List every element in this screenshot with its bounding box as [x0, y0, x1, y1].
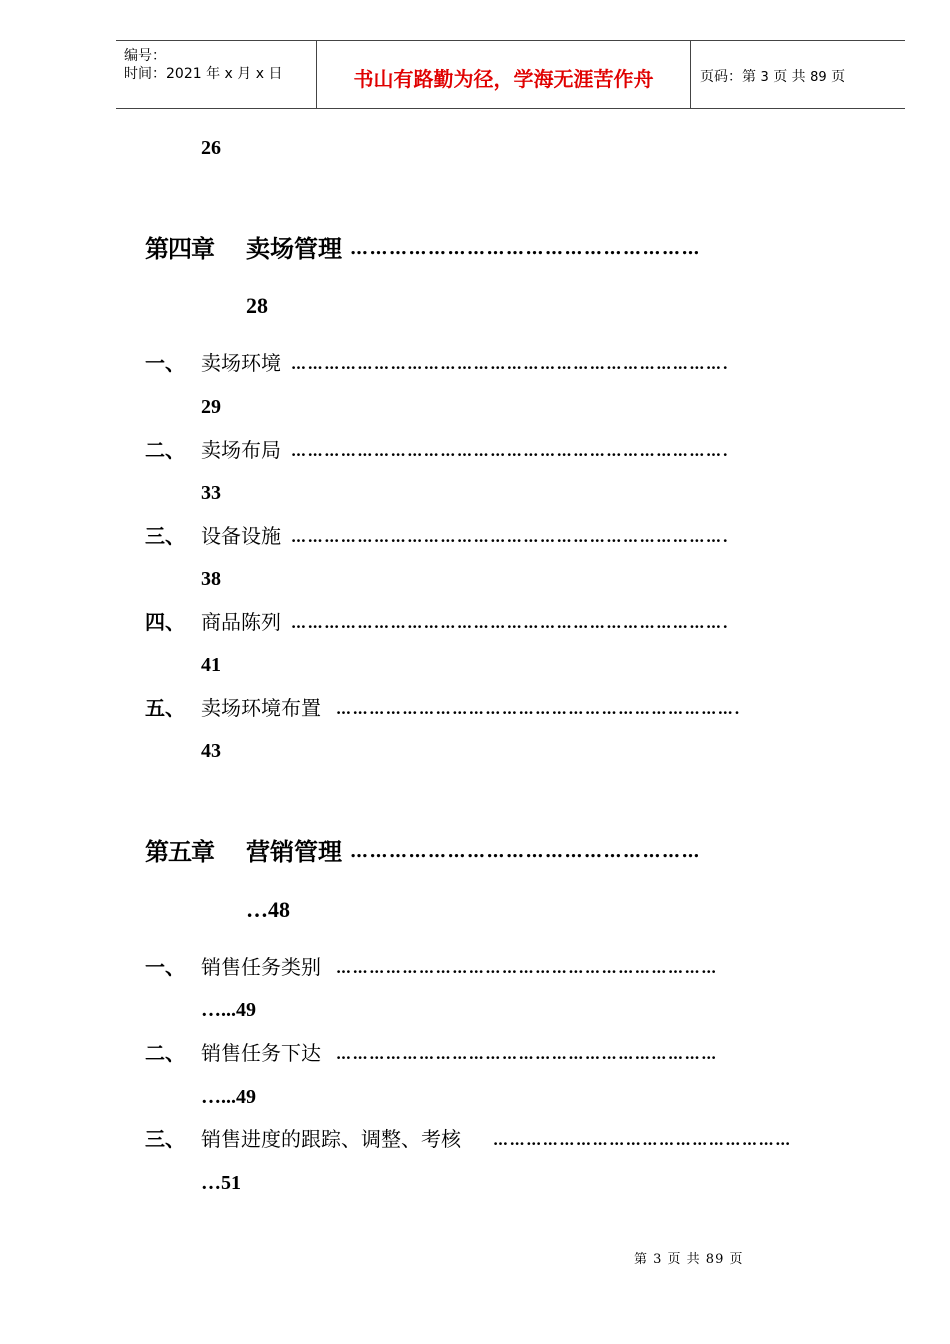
- section-label: 四、: [145, 610, 185, 634]
- header-info-cell: [116, 41, 316, 108]
- section-label: 二、: [145, 438, 185, 462]
- header-motto-cell: [316, 41, 691, 108]
- section-title: 卖场环境: [201, 351, 281, 375]
- chapter-title: 卖场管理: [246, 235, 342, 263]
- dot-leader: …………………………………………………………………….: [291, 530, 730, 545]
- dot-leader: ………………………………………………: [350, 240, 701, 258]
- dot-leader: ……………………………………………………………: [336, 961, 718, 976]
- section-label: 三、: [145, 524, 185, 548]
- section-page-number: 43: [201, 740, 221, 762]
- dot-leader: …………………………………………………………………….: [291, 444, 730, 459]
- chapter-title: 营销管理: [246, 838, 342, 866]
- header-page-cell: [690, 41, 905, 108]
- section-title: 销售任务下达: [201, 1041, 321, 1065]
- continued-page-number: 26: [201, 137, 221, 159]
- section-label: 二、: [145, 1041, 185, 1065]
- dot-leader: ………………………………………………: [350, 843, 701, 861]
- section-title: 卖场环境布置: [201, 696, 321, 720]
- section-page-number: 38: [201, 568, 221, 590]
- chapter-label: 第四章: [145, 235, 214, 263]
- page-header: [116, 40, 905, 109]
- chapter-page-number: 28: [246, 293, 268, 318]
- dot-leader: …………………………………………………………………….: [291, 357, 730, 372]
- section-label: 五、: [145, 696, 185, 720]
- dot-leader: ……………………………………………………………: [336, 1047, 718, 1062]
- section-page-number: 33: [201, 482, 221, 504]
- page-footer: 第 3 页 共 89 页: [634, 1252, 744, 1267]
- section-page-number: …51: [201, 1172, 241, 1194]
- motto-text: 书山有路勤为径，学海无涯苦作舟: [353, 67, 654, 91]
- section-title: 卖场布局: [201, 438, 281, 462]
- section-label: 三、: [145, 1127, 185, 1151]
- section-page-number: …...49: [201, 999, 256, 1021]
- section-title: 设备设施: [201, 524, 281, 548]
- section-label: 一、: [145, 351, 185, 375]
- header-page-indicator: 页码：第 3 页 共 89 页: [700, 69, 846, 85]
- section-title: 销售任务类别: [201, 955, 321, 979]
- section-label: 一、: [145, 955, 185, 979]
- dot-leader: ………………………………………………: [493, 1133, 792, 1148]
- section-page-number: …...49: [201, 1086, 256, 1108]
- chapter-label: 第五章: [145, 838, 214, 866]
- section-title: 商品陈列: [201, 610, 281, 634]
- section-page-number: 41: [201, 654, 221, 676]
- chapter-page-number: …48: [246, 897, 290, 922]
- number-label: 编号：: [124, 48, 166, 64]
- time-label: 时间：2021 年 x 月 x 日: [124, 66, 283, 82]
- dot-leader: ……………………………………………………………….: [336, 702, 742, 717]
- section-title: 销售进度的跟踪、调整、考核: [201, 1127, 461, 1151]
- dot-leader: …………………………………………………………………….: [291, 616, 730, 631]
- section-page-number: 29: [201, 396, 221, 418]
